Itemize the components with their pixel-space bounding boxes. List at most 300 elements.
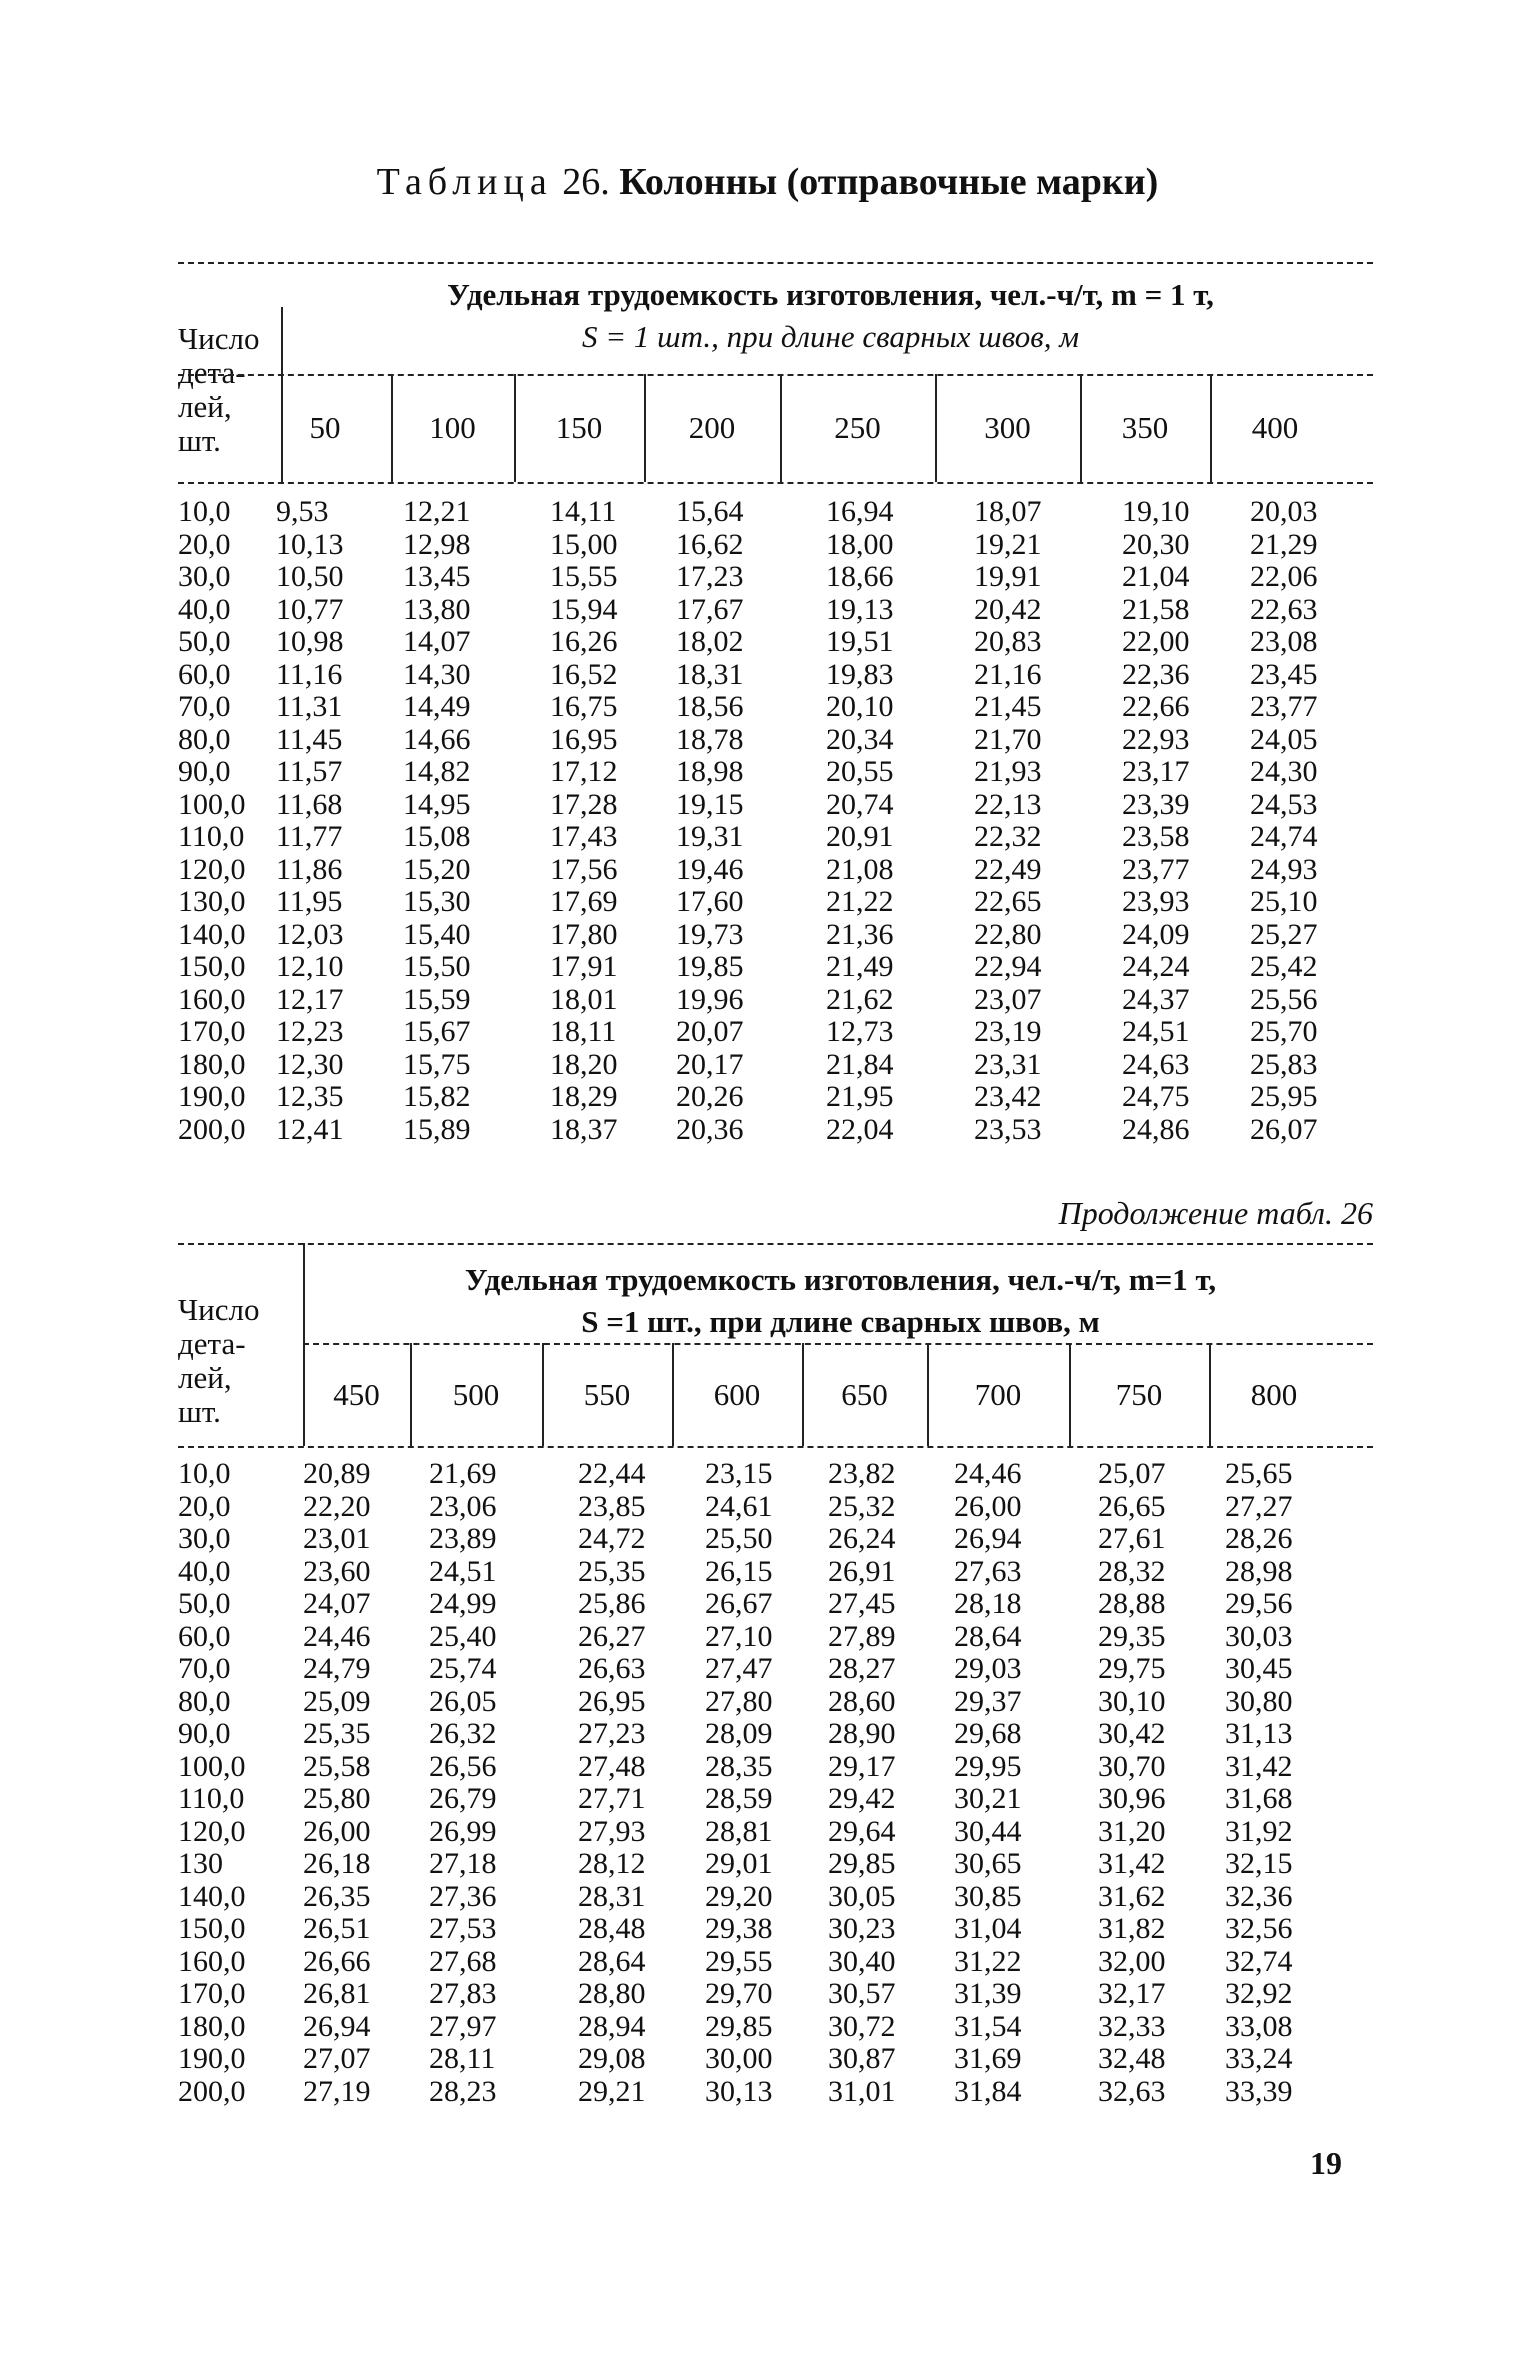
value-cell: 21,84 [826, 1047, 894, 1081]
value-cell: 29,20 [705, 1879, 773, 1913]
header-title [308, 1259, 1373, 1343]
row-count-cell: 110,0 [178, 820, 245, 853]
value-cell: 20,91 [826, 820, 894, 853]
value-cell: 24,63 [1122, 1047, 1190, 1081]
value-cell: 23,77 [1250, 690, 1318, 723]
row-count-cell: 80,0 [178, 1684, 231, 1718]
value-cell: 31,22 [954, 1944, 1022, 1978]
row-label-line2: дета- [178, 355, 246, 390]
value-cell: 32,63 [1098, 2074, 1166, 2108]
value-cell: 16,95 [550, 722, 618, 756]
value-cell: 30,80 [1225, 1684, 1293, 1718]
value-cell: 26,05 [429, 1684, 497, 1718]
table-row [178, 1848, 1373, 1881]
value-cell: 28,12 [578, 1847, 646, 1880]
value-cell: 14,07 [403, 625, 471, 658]
table-row [178, 919, 1373, 952]
value-cell: 29,42 [828, 1782, 896, 1815]
value-cell: 17,23 [676, 560, 744, 593]
value-cell: 27,93 [578, 1814, 646, 1848]
value-cell: 20,42 [974, 592, 1042, 626]
value-cell: 29,01 [705, 1847, 773, 1880]
row-label-line4: шт. [178, 1394, 221, 1429]
value-cell: 32,36 [1225, 1879, 1293, 1913]
value-cell: 26,67 [705, 1587, 773, 1620]
value-cell: 17,80 [550, 917, 618, 951]
table-continued-header [178, 1243, 1373, 1448]
value-cell: 26,95 [578, 1684, 646, 1718]
value-cell: 25,50 [705, 1522, 773, 1555]
value-cell: 17,56 [550, 852, 618, 886]
value-cell: 31,92 [1225, 1814, 1293, 1848]
value-cell: 22,66 [1122, 690, 1190, 723]
table-continued [178, 1243, 1373, 2108]
value-cell: 29,37 [954, 1684, 1022, 1718]
value-cell: 23,06 [429, 1489, 497, 1523]
value-cell: 11,68 [276, 787, 343, 821]
value-cell: 29,75 [1098, 1652, 1166, 1685]
value-cell: 30,23 [828, 1912, 896, 1945]
value-cell: 27,68 [429, 1944, 497, 1978]
value-cell: 29,21 [578, 2074, 646, 2108]
value-cell: 30,13 [705, 2074, 773, 2108]
value-cell: 30,96 [1098, 1782, 1166, 1815]
value-cell: 17,91 [550, 950, 618, 983]
value-cell: 26,81 [303, 1977, 371, 2010]
row-label-line3: лей, [178, 1360, 232, 1395]
row-count-cell: 30,0 [178, 1522, 231, 1555]
value-cell: 15,67 [403, 1015, 471, 1048]
value-cell: 22,20 [303, 1489, 371, 1523]
row-count-cell: 20,0 [178, 527, 231, 561]
value-cell: 17,69 [550, 885, 618, 918]
table-row [178, 594, 1373, 627]
value-cell: 19,91 [974, 560, 1042, 593]
value-cell: 23,60 [303, 1554, 371, 1588]
value-cell: 31,39 [954, 1977, 1022, 2010]
table-row [178, 1491, 1373, 1524]
row-count-cell: 140,0 [178, 1879, 246, 1913]
header-bottom-rule [178, 1446, 1373, 1448]
value-cell: 29,56 [1225, 1587, 1293, 1620]
value-cell: 33,08 [1225, 2009, 1293, 2043]
value-cell: 30,72 [828, 2009, 896, 2043]
value-cell: 12,17 [276, 982, 344, 1016]
row-count-cell: 60,0 [178, 1619, 231, 1653]
value-cell: 15,55 [550, 560, 618, 593]
value-cell: 30,10 [1098, 1684, 1166, 1718]
value-cell: 28,11 [429, 2042, 496, 2075]
value-cell: 25,56 [1250, 982, 1318, 1016]
value-cell: 31,20 [1098, 1814, 1166, 1848]
page-number: 19 [1310, 2145, 1342, 2181]
value-cell: 11,57 [276, 755, 343, 788]
value-cell: 18,02 [676, 625, 744, 658]
row-count-cell: 200,0 [178, 2074, 246, 2108]
value-cell: 18,20 [550, 1047, 618, 1081]
row-count-cell: 170,0 [178, 1015, 246, 1048]
table-row [178, 1458, 1373, 1491]
value-cell: 18,07 [974, 495, 1042, 528]
col-header: 100 [429, 410, 476, 445]
value-cell: 18,56 [676, 690, 744, 723]
value-cell: 21,58 [1122, 592, 1190, 626]
value-cell: 15,75 [403, 1047, 471, 1081]
value-cell: 19,96 [676, 982, 744, 1016]
value-cell: 24,07 [303, 1587, 371, 1620]
value-cell: 27,83 [429, 1977, 497, 2010]
value-cell: 21,69 [429, 1457, 497, 1490]
value-cell: 26,07 [1250, 1112, 1318, 1146]
value-cell: 26,24 [828, 1522, 896, 1555]
value-cell: 26,56 [429, 1749, 497, 1783]
value-cell: 29,70 [705, 1977, 773, 2010]
table-row [178, 821, 1373, 854]
table-row [178, 2043, 1373, 2076]
value-cell: 10,50 [276, 560, 344, 593]
table-row [178, 854, 1373, 887]
value-cell: 22,36 [1122, 657, 1190, 691]
row-count-cell: 50,0 [178, 1587, 231, 1620]
value-cell: 21,08 [826, 852, 894, 886]
value-cell: 20,55 [826, 755, 894, 788]
value-cell: 15,40 [403, 917, 471, 951]
value-cell: 21,16 [974, 657, 1042, 691]
value-cell: 25,58 [303, 1749, 371, 1783]
value-cell: 22,32 [974, 820, 1042, 853]
table-row [178, 756, 1373, 789]
value-cell: 12,35 [276, 1080, 344, 1113]
table-row [178, 1016, 1373, 1049]
row-count-cell: 50,0 [178, 625, 231, 658]
value-cell: 20,03 [1250, 495, 1318, 528]
row-count-cell: 90,0 [178, 1717, 231, 1750]
col-header: 600 [713, 1376, 761, 1412]
row-label-line1: Число [178, 321, 260, 356]
header-title-line1: Удельная трудоемкость изготовления, чел.-ч/т, m=1 т, [464, 1262, 1217, 1297]
table-row [178, 2011, 1373, 2044]
table-row [178, 886, 1373, 919]
value-cell: 24,05 [1250, 722, 1318, 756]
value-cell: 15,00 [550, 527, 618, 561]
value-cell: 12,73 [826, 1015, 894, 1048]
table-row [178, 1751, 1373, 1784]
value-cell: 23,31 [974, 1047, 1042, 1081]
value-cell: 24,99 [429, 1587, 497, 1620]
value-cell: 31,84 [954, 2074, 1022, 2108]
value-cell: 23,17 [1122, 755, 1190, 788]
value-cell: 26,00 [303, 1814, 371, 1848]
value-cell: 30,03 [1225, 1619, 1293, 1653]
value-cell: 10,13 [276, 527, 344, 561]
value-cell: 18,11 [550, 1015, 617, 1048]
value-cell: 20,34 [826, 722, 894, 756]
row-label-line4: шт. [178, 423, 221, 458]
value-cell: 31,42 [1098, 1847, 1166, 1880]
value-cell: 30,44 [954, 1814, 1022, 1848]
value-cell: 14,30 [403, 657, 471, 691]
value-cell: 9,53 [276, 495, 329, 528]
value-cell: 32,00 [1098, 1944, 1166, 1978]
value-cell: 31,04 [954, 1912, 1022, 1945]
value-cell: 26,63 [578, 1652, 646, 1685]
col-header: 150 [555, 410, 603, 445]
value-cell: 16,26 [550, 625, 618, 658]
value-cell: 26,79 [429, 1782, 497, 1815]
col-header: 200 [688, 410, 736, 445]
value-cell: 27,23 [578, 1717, 646, 1750]
value-cell: 32,74 [1225, 1944, 1293, 1978]
value-cell: 24,37 [1122, 982, 1190, 1016]
table-row [178, 1783, 1373, 1816]
value-cell: 21,45 [974, 690, 1042, 723]
row-count-cell: 90,0 [178, 755, 231, 788]
value-cell: 24,30 [1250, 755, 1318, 788]
value-cell: 17,67 [676, 592, 744, 626]
value-cell: 11,45 [276, 722, 343, 756]
table-row [178, 1718, 1373, 1751]
table-row [178, 984, 1373, 1017]
value-cell: 10,77 [276, 592, 344, 626]
row-label-line3: лей, [178, 389, 232, 424]
value-cell: 20,89 [303, 1457, 371, 1490]
value-cell: 24,24 [1122, 950, 1190, 983]
value-cell: 23,15 [705, 1457, 773, 1490]
value-cell: 27,27 [1225, 1489, 1293, 1523]
value-cell: 24,46 [303, 1619, 371, 1653]
value-cell: 28,26 [1225, 1522, 1293, 1555]
table-main-body [178, 496, 1373, 1146]
table-row [178, 1556, 1373, 1589]
value-cell: 29,35 [1098, 1619, 1166, 1653]
value-cell: 27,45 [828, 1587, 896, 1620]
value-cell: 25,35 [303, 1717, 371, 1750]
table-row [178, 691, 1373, 724]
value-cell: 11,86 [276, 852, 343, 886]
value-cell: 25,95 [1250, 1080, 1318, 1113]
table-main-header [178, 262, 1373, 484]
value-cell: 25,32 [828, 1489, 896, 1523]
value-cell: 25,40 [429, 1619, 497, 1653]
value-cell: 21,04 [1122, 560, 1190, 593]
header-title-line2: S = 1 шт., при длине сварных швов, м [582, 319, 1079, 354]
value-cell: 12,03 [276, 917, 344, 951]
value-cell: 24,93 [1250, 852, 1318, 886]
value-cell: 32,48 [1098, 2042, 1166, 2075]
value-cell: 22,00 [1122, 625, 1190, 658]
value-cell: 33,39 [1225, 2074, 1293, 2108]
value-cell: 26,51 [303, 1912, 371, 1945]
continuation-label: Продолжение табл. 26 [1058, 1195, 1373, 1231]
value-cell: 15,89 [403, 1112, 471, 1146]
value-cell: 30,70 [1098, 1749, 1166, 1783]
table-row [178, 1588, 1373, 1621]
header-title [288, 274, 1373, 358]
value-cell: 28,18 [954, 1587, 1022, 1620]
value-cell: 14,95 [403, 787, 471, 821]
table-row [178, 1946, 1373, 1979]
row-count-cell: 180,0 [178, 2009, 246, 2043]
value-cell: 28,64 [578, 1944, 646, 1978]
value-cell: 30,05 [828, 1879, 896, 1913]
value-cell: 18,01 [550, 982, 618, 1016]
value-cell: 25,86 [578, 1587, 646, 1620]
value-cell: 29,85 [705, 2009, 773, 2043]
value-cell: 12,98 [403, 527, 471, 561]
value-cell: 27,53 [429, 1912, 497, 1945]
value-cell: 17,43 [550, 820, 618, 853]
value-cell: 18,98 [676, 755, 744, 788]
col-header: 650 [841, 1376, 888, 1412]
value-cell: 27,10 [705, 1619, 773, 1653]
value-cell: 23,77 [1122, 852, 1190, 886]
value-cell: 22,80 [974, 917, 1042, 951]
value-cell: 17,60 [676, 885, 744, 918]
value-cell: 19,21 [974, 527, 1042, 561]
value-cell: 10,98 [276, 625, 344, 658]
value-cell: 29,64 [828, 1814, 896, 1848]
value-cell: 30,42 [1098, 1717, 1166, 1750]
value-cell: 22,44 [578, 1457, 646, 1490]
value-cell: 32,56 [1225, 1912, 1293, 1945]
value-cell: 22,93 [1122, 722, 1190, 756]
value-cell: 29,03 [954, 1652, 1022, 1685]
row-count-cell: 200,0 [178, 1112, 246, 1146]
value-cell: 26,94 [954, 1522, 1022, 1555]
row-count-cell: 140,0 [178, 917, 246, 951]
value-cell: 31,69 [954, 2042, 1022, 2075]
value-cell: 28,48 [578, 1912, 646, 1945]
value-cell: 28,81 [705, 1814, 773, 1848]
value-cell: 27,19 [303, 2074, 371, 2108]
row-count-cell: 170,0 [178, 1977, 246, 2010]
value-cell: 28,23 [429, 2074, 497, 2108]
value-cell: 28,31 [578, 1879, 646, 1913]
value-cell: 31,62 [1098, 1879, 1166, 1913]
value-cell: 12,21 [403, 495, 471, 528]
col-header: 450 [333, 1376, 380, 1412]
value-cell: 27,47 [705, 1652, 773, 1685]
value-cell: 20,07 [676, 1015, 744, 1048]
table-row [178, 1523, 1373, 1556]
table-row [178, 1049, 1373, 1082]
value-cell: 16,75 [550, 690, 618, 723]
header-title-line2: S =1 шт., при длине сварных швов, м [581, 1304, 1100, 1339]
value-cell: 25,83 [1250, 1047, 1318, 1081]
value-cell: 27,18 [429, 1847, 497, 1880]
value-cell: 30,00 [705, 2042, 773, 2075]
value-cell: 21,36 [826, 917, 894, 951]
value-cell: 29,17 [828, 1749, 896, 1783]
value-cell: 19,51 [826, 625, 894, 658]
value-cell: 25,27 [1250, 917, 1318, 951]
value-cell: 23,93 [1122, 885, 1190, 918]
row-count-cell: 70,0 [178, 690, 231, 723]
value-cell: 11,16 [276, 657, 343, 691]
value-cell: 24,09 [1122, 917, 1190, 951]
value-cell: 28,90 [828, 1717, 896, 1750]
table-row [178, 626, 1373, 659]
table-row [178, 951, 1373, 984]
row-label-line1: Число [178, 1292, 260, 1327]
value-cell: 28,60 [828, 1684, 896, 1718]
table-row [178, 659, 1373, 692]
column-header-row [178, 374, 1373, 482]
value-cell: 21,70 [974, 722, 1042, 756]
row-count-cell: 10,0 [178, 1457, 231, 1490]
col-header: 300 [984, 410, 1031, 445]
value-cell: 33,24 [1225, 2042, 1293, 2075]
value-cell: 30,57 [828, 1977, 896, 2010]
value-cell: 31,54 [954, 2009, 1022, 2043]
value-cell: 24,75 [1122, 1080, 1190, 1113]
value-cell: 26,66 [303, 1944, 371, 1978]
value-cell: 20,26 [676, 1080, 744, 1113]
value-cell: 21,62 [826, 982, 894, 1016]
column-header-row [178, 1343, 1373, 1446]
value-cell: 16,52 [550, 657, 618, 691]
value-cell: 15,94 [550, 592, 618, 626]
value-cell: 20,74 [826, 787, 894, 821]
value-cell: 18,78 [676, 722, 744, 756]
value-cell: 22,13 [974, 787, 1042, 821]
value-cell: 31,68 [1225, 1782, 1293, 1815]
value-cell: 23,01 [303, 1522, 371, 1555]
value-cell: 18,66 [826, 560, 894, 593]
value-cell: 30,21 [954, 1782, 1022, 1815]
page-title [0, 160, 1535, 204]
value-cell: 31,13 [1225, 1717, 1293, 1750]
value-cell: 11,95 [276, 885, 343, 918]
value-cell: 23,08 [1250, 625, 1318, 658]
value-cell: 23,89 [429, 1522, 497, 1555]
table-row [178, 1686, 1373, 1719]
value-cell: 17,12 [550, 755, 618, 788]
value-cell: 15,64 [676, 495, 744, 528]
value-cell: 15,20 [403, 852, 471, 886]
value-cell: 15,82 [403, 1080, 471, 1113]
value-cell: 21,93 [974, 755, 1042, 788]
value-cell: 12,23 [276, 1015, 344, 1048]
row-count-cell: 40,0 [178, 1554, 231, 1588]
value-cell: 22,06 [1250, 560, 1318, 593]
table-continued-body [178, 1458, 1373, 2108]
value-cell: 23,42 [974, 1080, 1042, 1113]
value-cell: 25,10 [1250, 885, 1318, 918]
value-cell: 28,94 [578, 2009, 646, 2043]
value-cell: 20,36 [676, 1112, 744, 1146]
row-label-line2: дета- [178, 1326, 246, 1361]
value-cell: 25,09 [303, 1684, 371, 1718]
col-header: 400 [1251, 410, 1299, 445]
table-row [178, 561, 1373, 594]
table-main [178, 262, 1373, 1146]
table-row [178, 1081, 1373, 1114]
value-cell: 26,94 [303, 2009, 371, 2043]
value-cell: 29,38 [705, 1912, 773, 1945]
value-cell: 27,07 [303, 2042, 371, 2075]
value-cell: 14,82 [403, 755, 471, 788]
header-top-rule [178, 262, 1373, 264]
value-cell: 14,49 [403, 690, 471, 723]
table-row [178, 724, 1373, 757]
table-row [178, 1114, 1373, 1147]
table-row [178, 2076, 1373, 2109]
row-count-cell: 60,0 [178, 657, 231, 691]
value-cell: 27,36 [429, 1879, 497, 1913]
col-header: 350 [1121, 410, 1169, 445]
value-cell: 32,17 [1098, 1977, 1166, 2010]
